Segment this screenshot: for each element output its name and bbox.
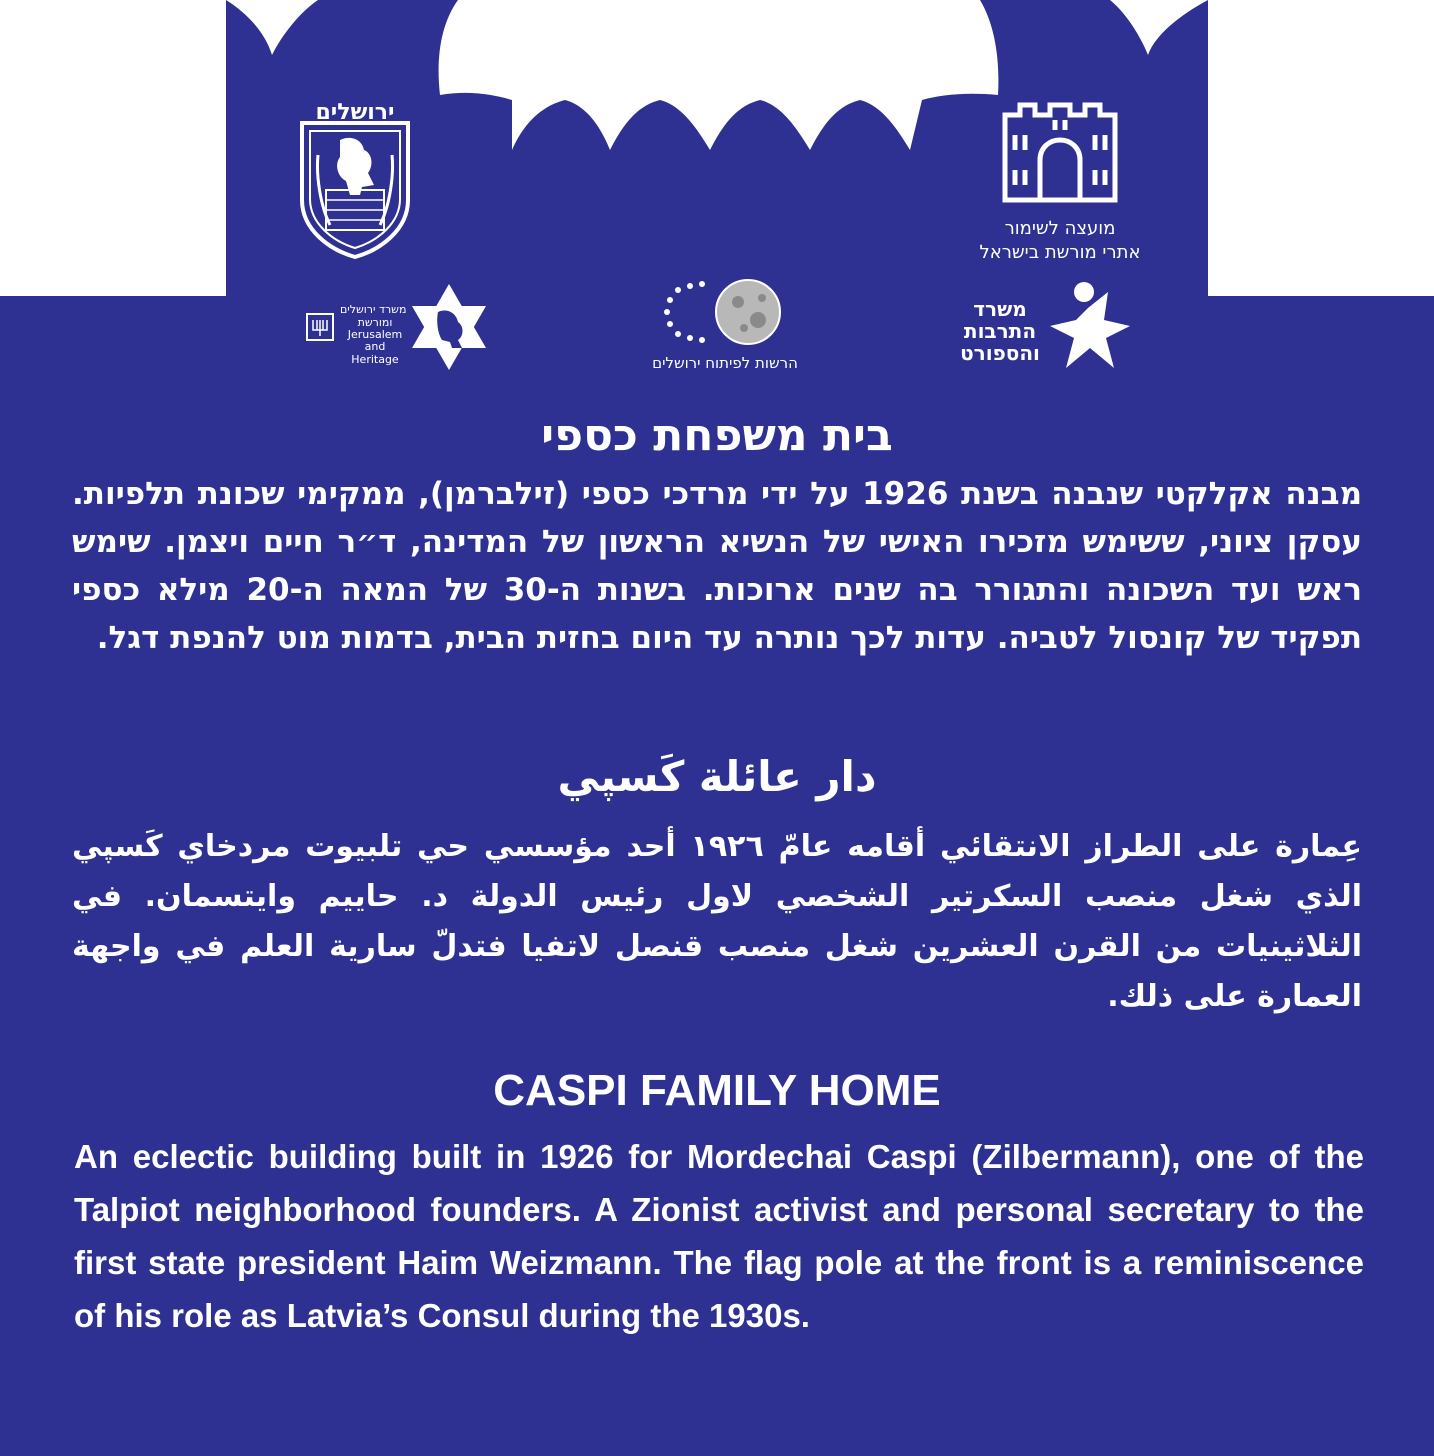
ministry-jerusalem-he1: משרד ירושלים	[340, 303, 407, 316]
english-title: CASPI FAMILY HOME	[493, 1066, 941, 1115]
jda-moon-icon	[660, 278, 790, 348]
culture-line2: התרבות	[963, 319, 1037, 343]
council-building-icon	[1000, 95, 1120, 205]
culture-line1: משרד	[973, 297, 1027, 321]
english-body: An eclectic building built in 1926 for Mordechai Caspi (Zilbermann), one of the Talpiot neighborhood founders. A Zionist activist and personal secretary to the first state president Haim Weizmann. The flag pole at the front is a reminiscence of his role as Latvia’s Consul during the 1930s.	[74, 1138, 1364, 1334]
hebrew-body: מבנה אקלקטי שנבנה בשנת 1926 על ידי מרדכי כספי (זילברמן), ממקימי שכונת תלפיות. עסקן ציוני, ששימש מזכירו האישי של הנשיא הראשון של המדינה, ד״ר חיים ויצמן. שימש ראש ועד השכונה והתגורר בה שנים ארוכות. בשנות ה-30 של המאה ה-20 מילא כספי תפקיד של קונסול לטביה. עדות לכך נותרה עד היום בחזית הבית, בדמות מוט להנפת דגל.	[72, 476, 1363, 656]
culture-line3: והספורט	[960, 341, 1040, 365]
ministry-jerusalem-en1: Jerusalem	[347, 328, 403, 341]
ministry-jerusalem-he2: ומורשת	[357, 316, 393, 329]
menorah-emblem-icon	[305, 312, 335, 342]
culture-star-icon	[1048, 280, 1132, 372]
arabic-body: عِمارة على الطراز الانتقائي أقامه عامّ ١٩٢٦ أحد مؤسسي حي تلبيوت مردخاي كَسپي الذي شغل منصب السكرتير الشخصي لاول رئيس الدولة د. حاييم وايتسمان. في الثلاثينيات من القرن العشرين شغل منصب قنصل لاتفيا فتدلّ سارية العلم في واجهة العمارة على ذلك.	[72, 829, 1362, 1014]
arabic-title: دار عائلة كَسپي	[557, 752, 877, 801]
star-of-david-lion-icon	[408, 282, 490, 372]
ministry-jerusalem-en2: and Heritage	[351, 340, 399, 366]
jerusalem-label: ירושלים	[315, 100, 395, 125]
council-line1: מועצה לשימור	[1004, 218, 1116, 239]
jda-label: הרשות לפיתוח ירושלים	[652, 354, 798, 372]
council-line2: אתרי מורשת בישראל	[979, 242, 1141, 263]
hebrew-title: בית משפחת כספי	[541, 410, 893, 461]
